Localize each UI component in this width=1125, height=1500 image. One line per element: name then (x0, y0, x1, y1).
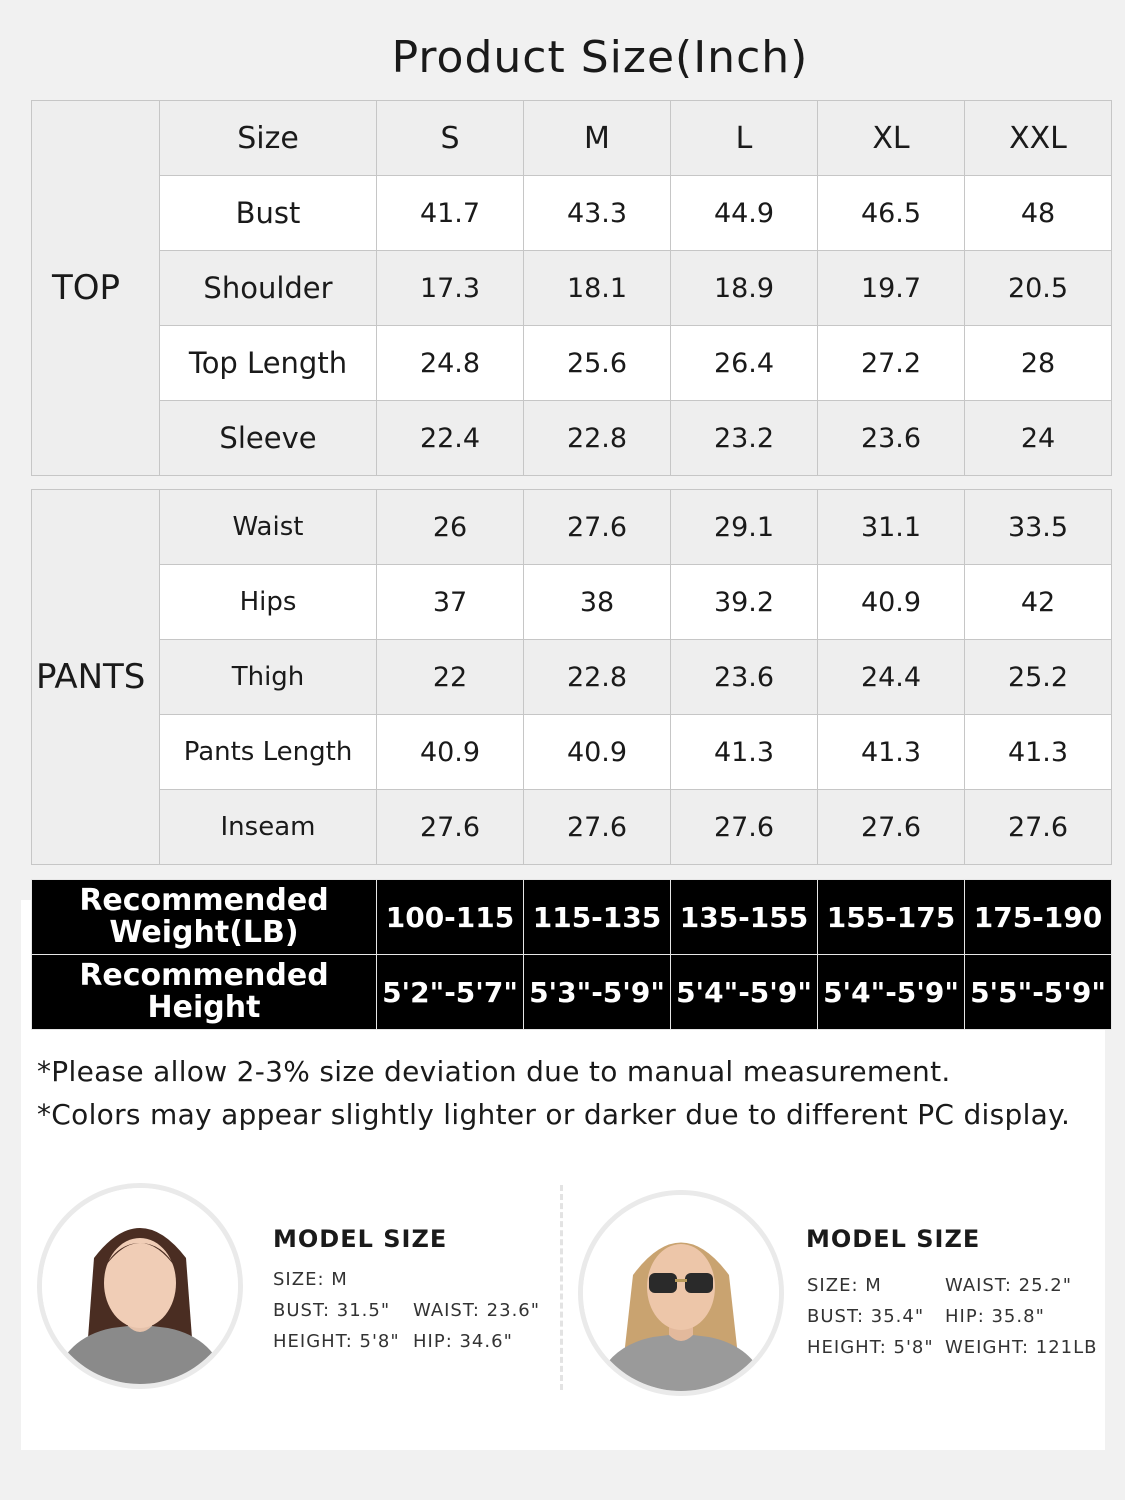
size-header-row (32, 101, 1112, 176)
note-line: *Please allow 2-3% size deviation due to manual measurement. (37, 1055, 951, 1088)
table-cell: 41.3 (671, 715, 818, 790)
table-cell: 37 (377, 565, 524, 640)
table-cell: 5'2"-5'7" (377, 955, 524, 1030)
table-cell: 24 (965, 401, 1112, 476)
table-cell: 155-175 (818, 880, 965, 955)
table-cell: 19.7 (818, 251, 965, 326)
table-cell: 100-115 (377, 880, 524, 955)
model-1-hip: HIP: 34.6" (413, 1331, 513, 1352)
table-cell: 27.6 (524, 490, 671, 565)
table-cell: 5'4"-5'9" (818, 955, 965, 1030)
table-cell: 29.1 (671, 490, 818, 565)
table-cell: 18.1 (524, 251, 671, 326)
table-cell: 40.9 (818, 565, 965, 640)
row-label: Pants Length (160, 715, 377, 790)
row-label: Sleeve (160, 401, 377, 476)
table-row (32, 715, 1112, 790)
recommended-height-row (32, 955, 1112, 1030)
table-cell: 28 (965, 326, 1112, 401)
table-cell: 40.9 (524, 715, 671, 790)
table-cell: 25.2 (965, 640, 1112, 715)
size-notes (37, 1050, 1070, 1136)
table-cell: 27.6 (965, 790, 1112, 865)
table-cell: 23.6 (818, 401, 965, 476)
table-cell: 27.2 (818, 326, 965, 401)
label-line: Height (147, 990, 261, 1025)
recommended-height-label (32, 955, 377, 1030)
table-cell: 27.6 (671, 790, 818, 865)
table-row (32, 640, 1112, 715)
recommended-table (31, 879, 1112, 1030)
table-cell: 41.3 (818, 715, 965, 790)
table-row (32, 790, 1112, 865)
row-label: Waist (160, 490, 377, 565)
model-2-hip: HIP: 35.8" (945, 1306, 1045, 1327)
model-portrait-icon (42, 1188, 238, 1384)
label-line: Recommended (79, 958, 329, 993)
table-cell: 46.5 (818, 176, 965, 251)
table-cell: 18.9 (671, 251, 818, 326)
row-label: Inseam (160, 790, 377, 865)
model-1-height: HEIGHT: 5'8" (273, 1331, 400, 1352)
model-2-waist: WAIST: 25.2" (945, 1275, 1073, 1296)
label-line: Recommended (79, 883, 329, 918)
table-cell: 31.1 (818, 490, 965, 565)
model-1-waist: WAIST: 23.6" (413, 1300, 541, 1321)
table-cell: 27.6 (524, 790, 671, 865)
size-header-label: Size (160, 101, 377, 176)
model-1-title: MODEL SIZE (273, 1225, 448, 1253)
table-cell: 5'3"-5'9" (524, 955, 671, 1030)
table-cell: 135-155 (671, 880, 818, 955)
note-line: *Colors may appear slightly lighter or darker due to different PC display. (37, 1098, 1071, 1131)
model-2-height: HEIGHT: 5'8" (807, 1337, 934, 1358)
table-cell: 41.3 (965, 715, 1112, 790)
model-1-size: SIZE: M (273, 1269, 348, 1290)
table-cell: 20.5 (965, 251, 1112, 326)
size-header-xxl: XXL (965, 101, 1112, 176)
top-size-table (31, 100, 1112, 476)
table-cell: 27.6 (377, 790, 524, 865)
table-cell: 5'5"-5'9" (965, 955, 1112, 1030)
table-cell: 22.4 (377, 401, 524, 476)
table-cell: 22 (377, 640, 524, 715)
model-photo (578, 1190, 784, 1396)
recommended-weight-label (32, 880, 377, 955)
table-row (32, 176, 1112, 251)
size-header-l: L (671, 101, 818, 176)
recommended-weight-row (32, 880, 1112, 955)
table-cell: 22.8 (524, 640, 671, 715)
table-cell: 48 (965, 176, 1112, 251)
table-cell: 40.9 (377, 715, 524, 790)
size-header-xl: XL (818, 101, 965, 176)
table-row (32, 490, 1112, 565)
table-row (32, 326, 1112, 401)
table-cell: 24.8 (377, 326, 524, 401)
label-line: Weight(LB) (109, 915, 299, 950)
table-cell: 5'4"-5'9" (671, 955, 818, 1030)
table-cell: 38 (524, 565, 671, 640)
table-cell: 23.6 (671, 640, 818, 715)
size-header-s: S (377, 101, 524, 176)
pants-size-table (31, 489, 1112, 865)
table-cell: 23.2 (671, 401, 818, 476)
table-row (32, 565, 1112, 640)
table-cell: 42 (965, 565, 1112, 640)
row-label: Top Length (160, 326, 377, 401)
row-label: Hips (160, 565, 377, 640)
page-title: Product Size(Inch) (391, 32, 809, 83)
model-2-bust: BUST: 35.4" (807, 1306, 925, 1327)
table-cell: 175-190 (965, 880, 1112, 955)
model-2-size: SIZE: M (807, 1275, 882, 1296)
table-cell: 41.7 (377, 176, 524, 251)
table-cell: 26.4 (671, 326, 818, 401)
model-1-bust: BUST: 31.5" (273, 1300, 391, 1321)
row-label: Shoulder (160, 251, 377, 326)
pants-section-label: PANTS (32, 490, 160, 865)
table-cell: 17.3 (377, 251, 524, 326)
table-row (32, 401, 1112, 476)
model-2-weight: WEIGHT: 121LB (945, 1337, 1098, 1358)
model-photo (37, 1183, 243, 1389)
table-row (32, 251, 1112, 326)
model-divider (560, 1185, 563, 1390)
table-cell: 39.2 (671, 565, 818, 640)
table-cell: 25.6 (524, 326, 671, 401)
table-cell: 44.9 (671, 176, 818, 251)
top-section-label: TOP (32, 101, 160, 476)
model-2-title: MODEL SIZE (806, 1225, 981, 1253)
model-portrait-icon (583, 1195, 779, 1391)
size-header-m: M (524, 101, 671, 176)
table-cell: 24.4 (818, 640, 965, 715)
table-cell: 33.5 (965, 490, 1112, 565)
table-cell: 22.8 (524, 401, 671, 476)
row-label: Thigh (160, 640, 377, 715)
table-cell: 43.3 (524, 176, 671, 251)
table-cell: 115-135 (524, 880, 671, 955)
row-label: Bust (160, 176, 377, 251)
table-cell: 27.6 (818, 790, 965, 865)
table-cell: 26 (377, 490, 524, 565)
